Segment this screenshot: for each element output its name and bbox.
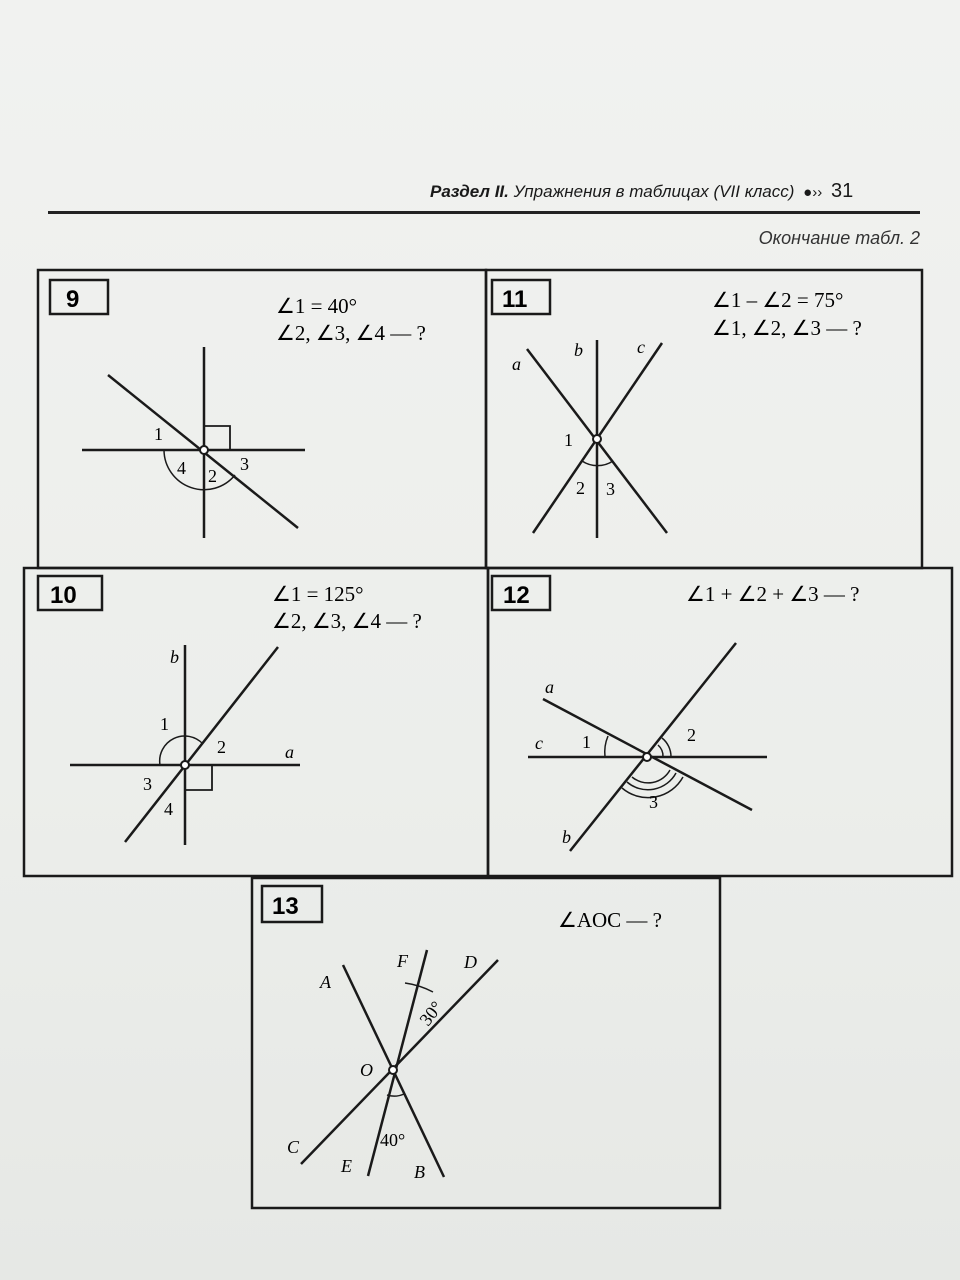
problem-10-question: ∠2, ∠3, ∠4 — ? xyxy=(272,609,422,633)
fig11-angle-1-label: 1 xyxy=(564,430,573,450)
fig11-angle-3-label: 3 xyxy=(606,479,615,499)
table-subtitle: Окончание табл. 2 xyxy=(758,228,920,248)
header-dots-icon: ●›› xyxy=(803,184,823,201)
fig13-ray-E-label: E xyxy=(341,1156,352,1176)
fig12-line-c-label: c xyxy=(535,733,543,753)
fig12-angle-3-label: 3 xyxy=(649,792,658,812)
problem-10-given: ∠1 = 125° xyxy=(272,582,364,606)
problem-10-number: 10 xyxy=(50,582,77,609)
fig9-angle-4-label: 4 xyxy=(177,458,186,478)
header-title: Упражнения в таблицах (VII класс) xyxy=(513,182,795,201)
problem-9-number: 9 xyxy=(66,286,80,313)
fig13-ray-F-label: F xyxy=(397,951,408,971)
box-11-frame xyxy=(486,270,922,568)
fig13-ray-D-label: D xyxy=(464,952,477,972)
fig11-line-c-label: c xyxy=(637,337,645,357)
problem-13-number: 13 xyxy=(272,893,299,920)
section-label: Раздел II. xyxy=(430,182,509,201)
problem-13-question: ∠AOC — ? xyxy=(558,908,662,932)
fig12-line-a-label: a xyxy=(545,677,554,697)
fig13-angle-30-label: 30° xyxy=(415,997,447,1030)
fig10-angle-1-label: 1 xyxy=(160,714,169,734)
fig11-line-a-label: a xyxy=(512,354,521,374)
figure-9 xyxy=(82,347,305,538)
fig10-line-a-label: a xyxy=(285,742,294,762)
problem-9-given: ∠1 = 40° xyxy=(276,294,358,318)
fig12-line-b-label: b xyxy=(562,827,571,847)
fig12-angle-1-label: 1 xyxy=(582,732,591,752)
problem-12-number: 12 xyxy=(503,582,530,609)
fig13-ray-A-label: A xyxy=(320,972,331,992)
fig13-ray-B-label: B xyxy=(414,1162,425,1182)
figure-10 xyxy=(70,645,300,845)
figure-11 xyxy=(527,340,667,538)
box-12-frame xyxy=(488,568,952,876)
problem-11-number: 11 xyxy=(502,286,528,313)
fig12-angle-2-label: 2 xyxy=(687,725,696,745)
fig13-ray-C-label: C xyxy=(287,1137,300,1157)
fig9-angle-2-label: 2 xyxy=(208,466,217,486)
fig11-line-b-label: b xyxy=(574,340,583,360)
problem-11-question: ∠1, ∠2, ∠3 — ? xyxy=(712,316,862,340)
figure-12 xyxy=(528,643,767,851)
fig10-angle-2-label: 2 xyxy=(217,737,226,757)
problem-11-given: ∠1 – ∠2 = 75° xyxy=(712,288,844,312)
fig9-angle-3-label: 3 xyxy=(240,454,249,474)
problem-12-question: ∠1 + ∠2 + ∠3 — ? xyxy=(686,582,860,606)
fig10-line-b-label: b xyxy=(170,647,179,667)
fig13-point-O-label: O xyxy=(360,1060,373,1080)
fig11-angle-2-label: 2 xyxy=(576,478,585,498)
fig10-angle-4-label: 4 xyxy=(164,799,173,819)
page-number: 31 xyxy=(830,180,854,202)
fig13-angle-40-label: 40° xyxy=(380,1130,406,1150)
fig10-angle-3-label: 3 xyxy=(143,774,152,794)
problem-9-question: ∠2, ∠3, ∠4 — ? xyxy=(276,321,426,345)
fig9-angle-1-label: 1 xyxy=(154,424,163,444)
